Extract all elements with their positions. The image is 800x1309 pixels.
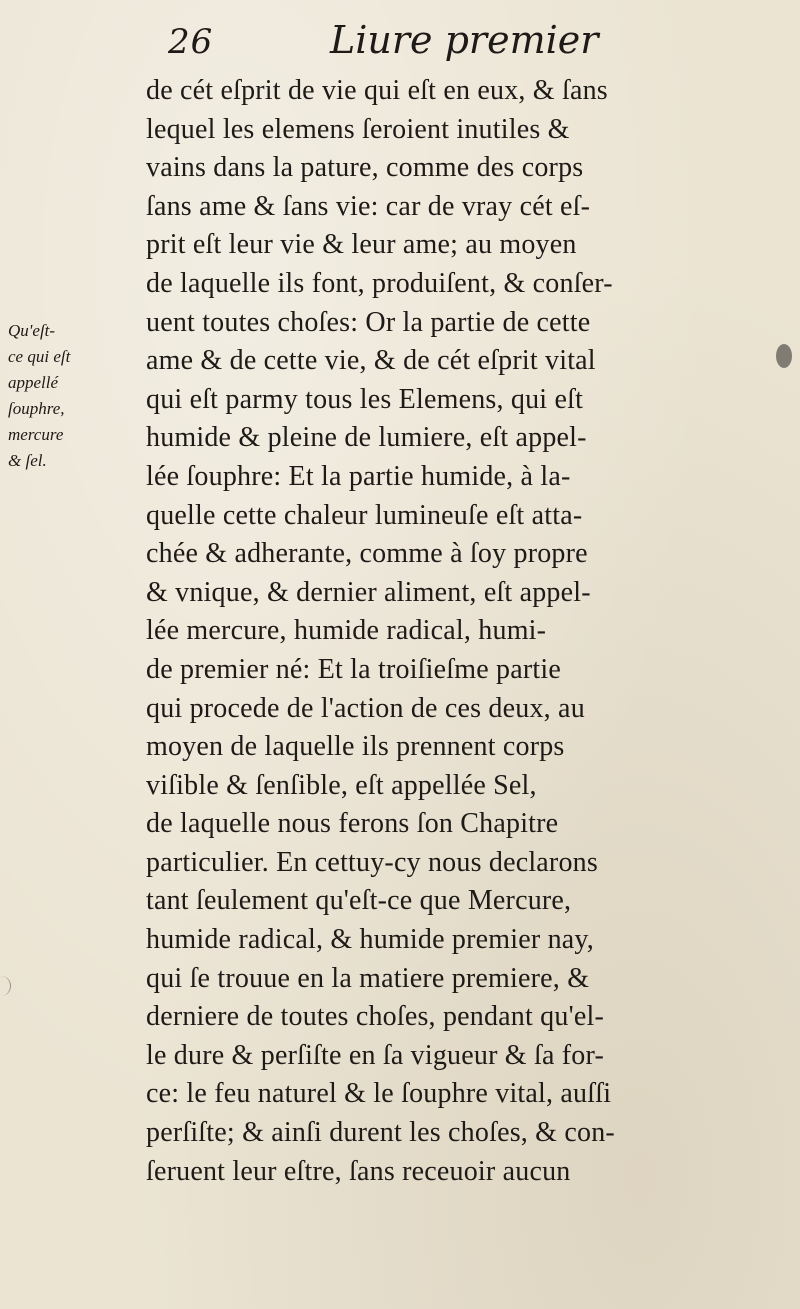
text-line: de cét eſprit de vie qui eſt en eux, & ſans: [146, 75, 608, 106]
text-line: ſeruent leur eſtre, ſans receuoir aucun: [146, 1155, 571, 1187]
text-line: chée & adherante, comme à ſoy propre: [146, 538, 588, 570]
text-line: moyen de laquelle ils prennent corps: [146, 731, 565, 763]
text-line: lée mercure, humide radical, humi-: [146, 615, 547, 647]
margin-note-line: mercure: [8, 425, 64, 444]
ink-stain: [776, 344, 792, 368]
text-line: qui eſt parmy tous les Elemens, qui eſt: [146, 383, 584, 415]
body-text: [146, 72, 786, 1191]
margin-note: [8, 318, 128, 474]
text-line: ce: le feu naturel & le ſouphre vital, auſſi: [146, 1078, 612, 1110]
text-line: quelle cette chaleur lumineuſe eſt atta-: [146, 499, 583, 531]
text-line: tant ſeulement qu'eſt-ce que Mercure,: [146, 885, 572, 917]
text-line: de laquelle ils font, produiſent, & conſer-: [146, 267, 613, 299]
margin-note-line: & ſel.: [8, 451, 47, 470]
margin-note-line: Qu'eſt-: [8, 321, 56, 340]
text-line: viſible & ſenſible, eſt appellée Sel,: [146, 769, 537, 801]
margin-note-line: ce qui eſt: [8, 347, 71, 366]
text-line: qui ſe trouue en la matiere premiere, &: [146, 962, 590, 994]
page-header: [0, 14, 800, 66]
page-edge-mark: [0, 976, 11, 996]
text-line: de laquelle nous ferons ſon Chapitre: [146, 808, 559, 840]
running-head: Liure premier: [330, 18, 599, 62]
text-line: le dure & perſiſte en ſa vigueur & ſa for-: [146, 1039, 604, 1071]
text-line: uent toutes choſes: Or la partie de cette: [146, 306, 591, 338]
text-line: lée ſouphre: Et la partie humide, à la-: [146, 460, 571, 492]
text-line: & vnique, & dernier aliment, eſt appel-: [146, 576, 591, 608]
text-line: lequel les elemens ſeroient inutiles &: [146, 113, 570, 145]
page-number: 26: [168, 22, 214, 62]
text-line: humide radical, & humide premier nay,: [146, 924, 594, 956]
text-line: prit eſt leur vie & leur ame; au moyen: [146, 229, 577, 261]
text-line: qui procede de l'action de ces deux, au: [146, 692, 585, 724]
margin-note-line: ſouphre,: [8, 399, 65, 418]
text-line: particulier. En cettuy-cy nous declarons: [146, 846, 598, 878]
text-line: vains dans la pature, comme des corps: [146, 152, 584, 184]
text-line: perſiſte; & ainſi durent les choſes, & con-: [146, 1117, 615, 1149]
margin-note-line: appellé: [8, 373, 59, 392]
text-line: ame & de cette vie, & de cét eſprit vital: [146, 345, 596, 377]
text-line: humide & pleine de lumiere, eſt appel-: [146, 422, 587, 454]
text-line: ſans ame & ſans vie: car de vray cét eſ-: [146, 190, 591, 222]
text-line: de premier né: Et la troiſieſme partie: [146, 653, 561, 685]
text-line: derniere de toutes choſes, pendant qu'el-: [146, 1001, 604, 1033]
